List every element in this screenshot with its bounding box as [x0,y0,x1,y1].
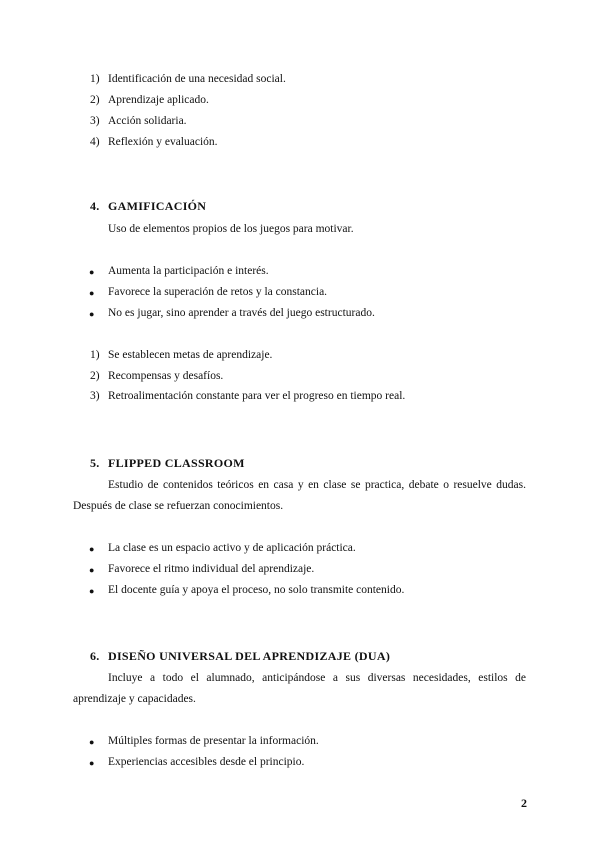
bullet-icon: ● [89,758,95,768]
section-paragraph-line: Incluye a todo el alumnado, anticipándose a sus diversas necesidades, estilos de [108,672,526,684]
bullet-icon: ● [89,309,95,319]
section-paragraph-line: Estudio de contenidos teóricos en casa y en clase se practica, debate o resuelve dudas. [108,479,526,491]
bullet-icon: ● [89,544,95,554]
bullet-icon: ● [89,565,95,575]
document-page: 1) Identificación de una necesidad social. 2) Aprendizaje aplicado. 3) Acción solidaria. 4) Reflexión y evaluación. 4. GAMIFICACIÓN Uso de elementos propios de los juegos para motivar. ● Aumenta la participación e interés. ● Favorece la superación de retos y la constancia. ● No es jugar, sino aprender a través del juego estructurado. 1) Se establecen metas de aprendizaje. 2) Recompensas y desafíos. 3) Retroalimentación constante para ver el progreso en tiempo real. 5. FLIPPED CLASSROOM Estudio de contenidos teóricos en casa y en clase se practica, debate o resuelve dudas. Después de clase se refuerzan conocimientos. ● La clase es un espacio activo y de aplicación práctica. ● Favorece el ritmo individual del aprendizaje. ● El docente guía y apoya el proceso, no solo transmite contenido. 6. DISEÑO UNIVERSAL DEL APRENDIZAJE (DUA) Incluye a todo el alumnado, anticipándose a sus diversas necesidades, estilos de aprendizaje y capacidades. ● Múltiples formas de presentar la información. ● Experiencias accesibles desde el principio. 2 [73,73,527,810]
page-number: 2 [521,796,527,810]
section-heading-gamificacion: 4. GAMIFICACIÓN [90,199,207,213]
section-intro: Uso de elementos propios de los juegos para motivar. [108,223,354,235]
bullet-icon: ● [89,267,95,277]
section-heading-flipped-classroom: 5. FLIPPED CLASSROOM [90,456,245,470]
bullet-icon: ● [89,288,95,298]
section-paragraph-line: aprendizaje y capacidades. [73,693,196,705]
section-paragraph-line: Después de clase se refuerzan conocimientos. [73,500,284,512]
bullet-icon: ● [89,737,95,747]
section-heading-dua: 6. DISEÑO UNIVERSAL DEL APRENDIZAJE (DUA) [90,649,391,663]
bullet-icon: ● [89,586,95,596]
